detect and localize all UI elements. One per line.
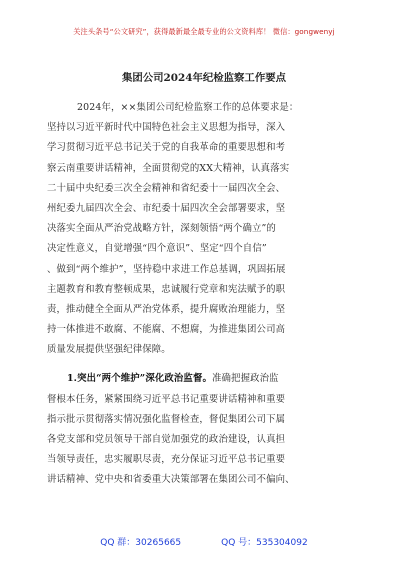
body-line: 各党支部和党员领导干部自觉加强党的政治建设，认真担 bbox=[47, 434, 286, 445]
body-line: 二十届中央纪委三次全会精神和省纪委十一届四次全会、 bbox=[47, 182, 286, 194]
body-line: 州纪委九届四次全会、市纪委十届四次全会部署要求，坚 bbox=[47, 202, 286, 214]
section-heading-line bbox=[47, 369, 367, 389]
body-line: 督根本任务，紧紧围绕习近平总书记重要讲话精神和重要 bbox=[47, 393, 286, 405]
body-line: 持一体推进不敢腐、不能腐、不想腐，为推进集团公司高 bbox=[47, 324, 286, 336]
section-heading-rest: 准确把握政治监 bbox=[212, 373, 279, 385]
body-line: 主题教育和教育整顿成果，忠诚履行党章和宪法赋予的职 bbox=[47, 283, 286, 295]
body-line: 、做到“两个维护”，坚持稳中求进工作总基调，巩固拓展 bbox=[47, 263, 286, 275]
body-line: 讲话精神、党中央和省委重大决策部署在集团公司不偏向、 bbox=[47, 474, 295, 486]
body-line: 当领导责任，忠实履职尽责，充分保证习近平总书记重要 bbox=[47, 454, 286, 466]
body-line: 决定性意义，自觉增强“四个意识”、坚定“四个自信” bbox=[47, 243, 267, 255]
qq-group-label: QQ 群：30265665 bbox=[100, 538, 182, 548]
body-line: 指示批示贯彻落实情况强化监督检查，督促集团公司下属 bbox=[47, 413, 286, 425]
qq-number-label: QQ 号：535304092 bbox=[221, 538, 308, 548]
header-banner: 关注头条号“公文研究”，获得最新最全最专业的公文资料库！ 微信：gongwenyj bbox=[73, 27, 335, 36]
footer-contact bbox=[0, 535, 408, 548]
body-line: 责，推动健全全面从严治党体系，提升腐败治理能力，坚 bbox=[47, 303, 286, 315]
body-line: 察云南重要讲话精神，全面贯彻党的XX大精神，认真落实 bbox=[47, 162, 290, 174]
document-body bbox=[47, 98, 367, 491]
body-line: 质量发展提供坚强纪律保障。 bbox=[47, 344, 171, 356]
body-line: 2024年，××集团公司纪检监察工作的总体要求是： bbox=[77, 102, 299, 113]
body-line: 决落实全面从严治党战略方针，深刻领悟“两个确立”的 bbox=[47, 223, 276, 235]
section-heading: 1.突出“两个维护”深化政治监督。 bbox=[67, 373, 212, 385]
body-line: 学习贯彻习近平总书记关于党的自我革命的重要思想和考 bbox=[47, 142, 286, 154]
page-title: 集团公司2024年纪检监察工作要点 bbox=[122, 72, 286, 84]
body-line: 坚持以习近平新时代中国特色社会主义思想为指导，深入 bbox=[47, 122, 286, 134]
